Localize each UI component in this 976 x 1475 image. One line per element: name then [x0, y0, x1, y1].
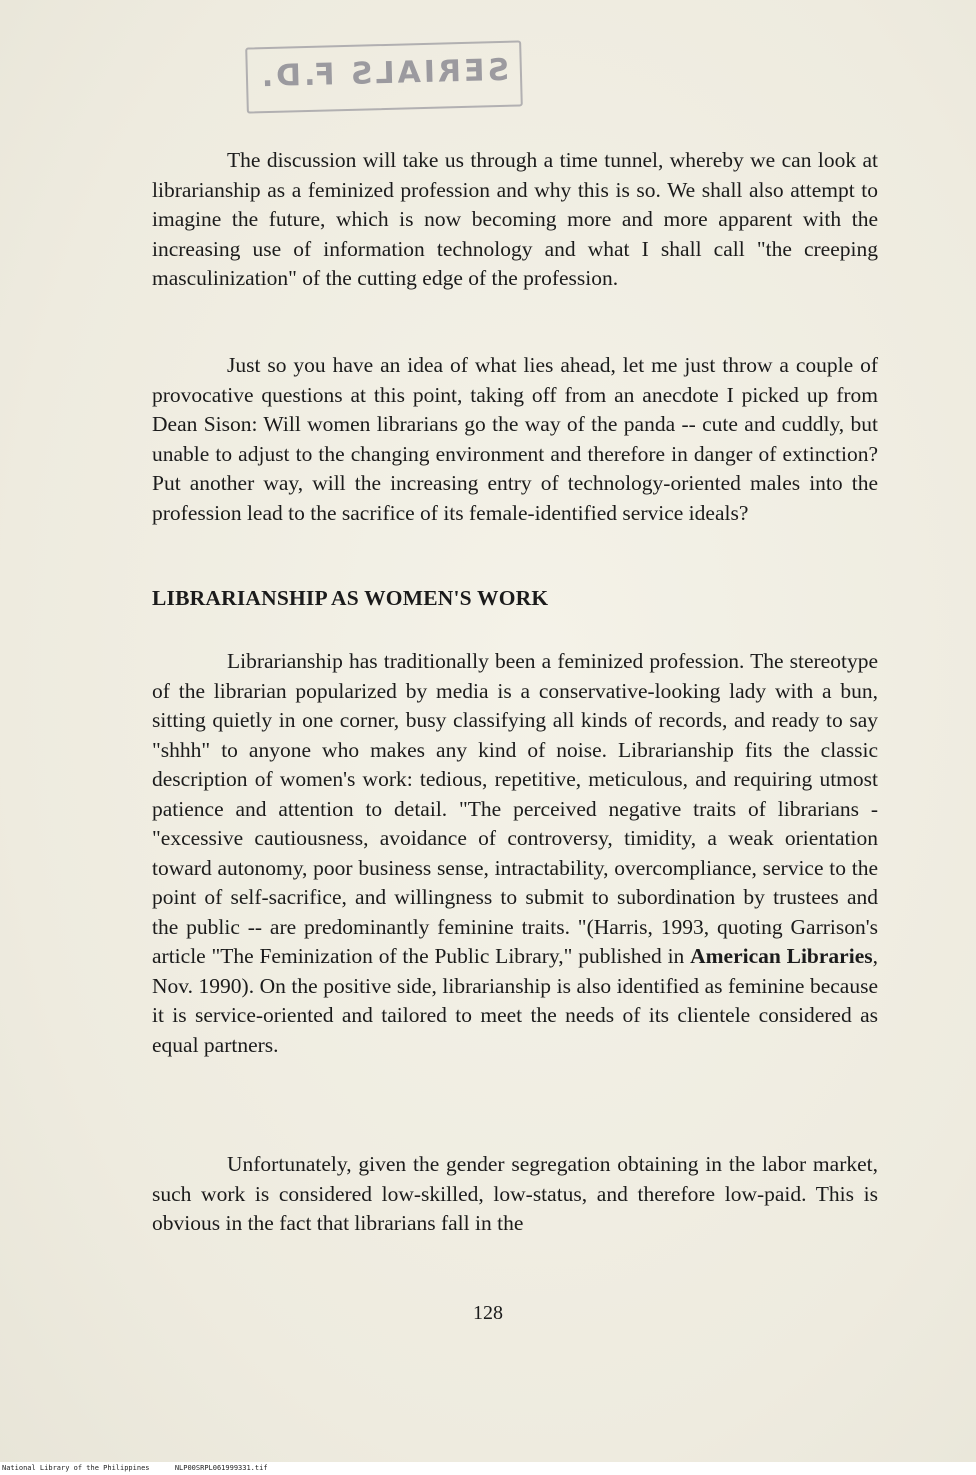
paragraph-3-text: [152, 647, 878, 1060]
section-heading: LIBRARIANSHIP AS WOMEN'S WORK: [152, 586, 549, 610]
paragraph-4-text: Unfortunately, given the gender segregation obtaining in the labor market, such work is considered low-skilled, low-status, and therefore low-paid. This is obvious in the fact that librarians fall in the: [152, 1152, 878, 1235]
paragraph-4: [152, 1150, 878, 1239]
paragraph-2-text: Just so you have an idea of what lies ahead, let me just throw a couple of provocative questions at this point, taking off from an anecdote I picked up from Dean Sison: Will women librarians go the way of the panda -- cute and cuddly, but unable to adjust to the changing environment and therefore in danger of extinction? Put another way, will the increasing entry of technology-oriented males into the profession lead to the sacrifice of its female-identified service ideals?: [152, 353, 878, 525]
serials-stamp: [245, 40, 523, 113]
paragraph-3-part-1: Librarianship has traditionally been a feminized profession. The stereotype of the librarian popularized by media is a conservative-looking lady with a bun, sitting quietly in one corner, busy classifying all kinds of records, and ready to say "shhh" to anyone who makes any kind of noise. Librarianship fits the classic description of women's work: tedious, repetitive, meticulous, and requiring utmost patience and attention to detail. "The perceived negative traits of librarians - "excessive cautiousness, avoidance of controversy, timidity, a weak orientation toward autonomy, poor business sense, intractability, overcompliance, service to the point of self-sacrifice, and willingness to submit to subordination by trustees and the public -- are predominantly feminine traits. "(Harris, 1993, quoting Garrison's article "The Feminization of the Public Library," published in: [152, 649, 878, 968]
paragraph-3: [152, 647, 878, 1060]
paragraph-1-text: The discussion will take us through a time tunnel, whereby we can look at librarianship as a feminized profession and why this is so. We shall also attempt to imagine the future, which is now becoming more and more apparent with the increasing use of information technology and what I shall call "the creeping masculinization" of the cutting edge of the profession.: [152, 148, 878, 290]
paragraph-2: [152, 351, 878, 528]
paragraph-3-part-2: , Nov. 1990). On the positive side, librarianship is also identified as feminine because it is service-oriented and tailored to meet the needs of its clientele considered as equal partners.: [152, 944, 878, 1057]
journal-title: American Libraries: [690, 944, 873, 968]
page-number: 128: [473, 1302, 503, 1324]
paragraph-1: [152, 146, 878, 294]
scan-footer: [2, 1464, 268, 1472]
footer-file-name: NLP00SRPL061999331.tif: [174, 1464, 268, 1472]
stamp-text: SERIALS F.D.: [258, 52, 510, 95]
footer-library-name: National Library of the Philippines: [2, 1464, 150, 1472]
